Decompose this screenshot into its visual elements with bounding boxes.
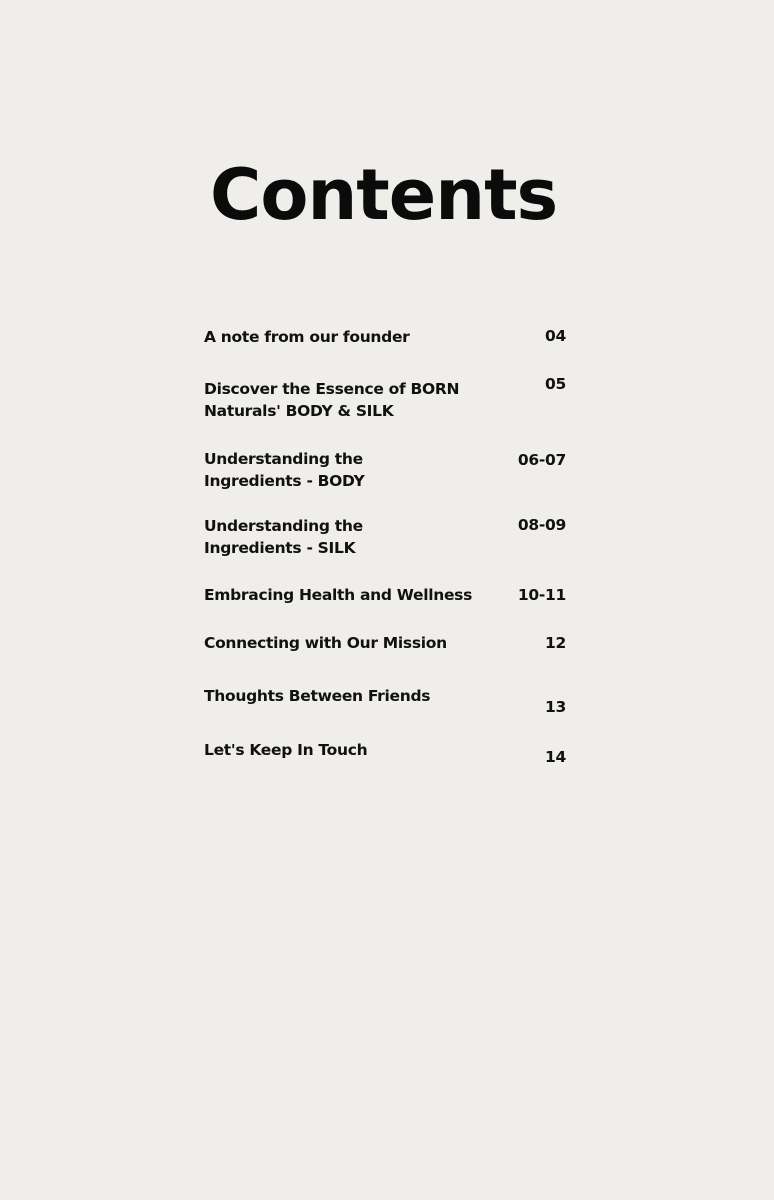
page-title: Contents	[210, 154, 558, 236]
toc-entry-line: Connecting with Our Mission	[204, 634, 447, 652]
toc-entry-page: 04	[545, 327, 566, 345]
toc-entry-line: Embracing Health and Wellness	[204, 586, 473, 604]
toc-entry-line: Ingredients - SILK	[204, 539, 356, 557]
toc-entry-line: A note from our founder	[204, 328, 410, 346]
toc-entry-page: 05	[545, 375, 566, 393]
toc-entry-line: Thoughts Between Friends	[204, 687, 431, 705]
toc-entry-title[interactable]	[204, 685, 474, 707]
toc-entry-page: 06-07	[517, 451, 566, 469]
toc-entry-line: Understanding the	[204, 517, 363, 535]
toc-entry-page: 08-09	[517, 516, 566, 534]
toc-entry-line: Discover the Essence of BORN	[204, 380, 460, 398]
toc-entry-title[interactable]	[204, 632, 474, 654]
toc-entry-title[interactable]	[204, 326, 474, 348]
toc-entry-line: Ingredients - BODY	[204, 472, 365, 490]
toc-entry-title[interactable]	[204, 515, 474, 559]
toc-entry-title[interactable]	[204, 448, 474, 492]
toc-entry-title[interactable]	[204, 378, 474, 422]
toc-entry-page: 12	[545, 634, 566, 652]
toc-entry-page: 13	[545, 698, 566, 716]
toc-entry-line: Understanding the	[204, 450, 363, 468]
toc-entry-line: Naturals' BODY & SILK	[204, 402, 394, 420]
toc-entry-line: Let's Keep In Touch	[204, 741, 368, 759]
toc-entry-page: 10-11	[517, 586, 566, 604]
toc-entry-title[interactable]	[204, 584, 474, 606]
toc-entry-page: 14	[545, 748, 566, 766]
toc-entry-title[interactable]	[204, 739, 474, 761]
